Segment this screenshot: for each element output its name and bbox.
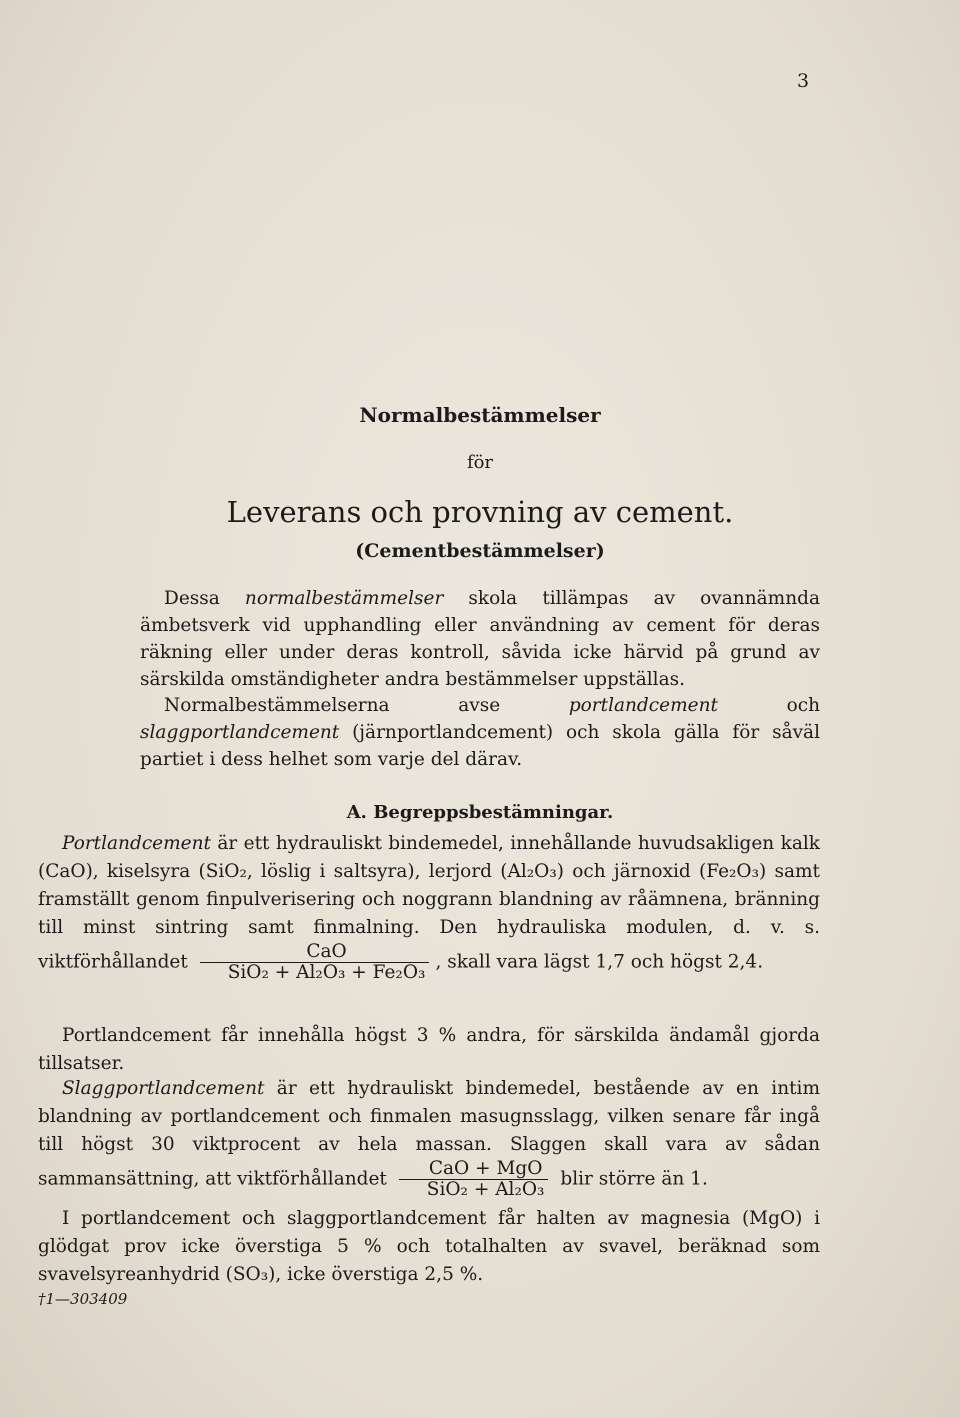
text: och xyxy=(717,695,820,716)
fraction-slag-ratio xyxy=(399,1159,549,1200)
emphasis: Slaggportlandcement xyxy=(62,1078,265,1099)
fraction-hydraulic-modulus xyxy=(200,942,430,983)
text: blir större än 1. xyxy=(554,1168,708,1190)
text: är ett hydrauliskt bindemedel, bestående av en intim blandning av portlandcement och finmalen masugnsslagg, vilken senare får ingå till högst 30 viktprocent av hela massan. Slaggen skall vara av sådan sammansättning, att viktförhållandet xyxy=(38,1078,820,1190)
section-heading-a: A. Begreppsbestämningar. xyxy=(346,802,614,823)
fraction-numerator: CaO + MgO xyxy=(399,1159,549,1180)
fraction-denominator: SiO₂ + Al₂O₃ xyxy=(426,1179,545,1200)
text: Normalbestämmelserna avse xyxy=(164,695,569,716)
definition-additives: Portlandcement får innehålla högst 3 % andra, för särskilda ändamål gjorda tillsatser. xyxy=(38,1025,820,1074)
text: Dessa xyxy=(164,588,245,609)
page-number: 3 xyxy=(797,70,810,92)
emphasis: portlandcement xyxy=(568,695,718,716)
text: (järnportlandcement) och skola gälla för såväl partiet i dess helhet som varje del därav. xyxy=(140,722,820,770)
text: , skall vara lägst 1,7 och högst 2,4. xyxy=(435,951,764,973)
emphasis: slaggportlandcement xyxy=(140,722,340,743)
for-word: för xyxy=(466,452,494,473)
definition-slaggportlandcement xyxy=(38,1075,820,1200)
intro-paragraph-1 xyxy=(140,585,820,693)
main-title: Leverans och provning av cement. xyxy=(226,495,734,529)
definition-magnesia: I portlandcement och slaggportlandcement får halten av magnesia (MgO) i glödgat prov icke överstiga 5 % och totalhalten av svavel, beräknad som svavelsyreanhydrid (SO₃), icke överstiga 2,5 %. xyxy=(38,1208,820,1285)
text: skola tillämpas av ovannämnda ämbetsverk vid upphandling eller användning av cement för deras räkning eller under deras kontroll, såvida icke härvid på grund av särskilda omständigheter andra bestämmelser uppställas. xyxy=(140,588,820,690)
definition-portlandcement xyxy=(38,830,820,983)
intro-paragraph-2 xyxy=(140,692,820,773)
emphasis: Portlandcement xyxy=(62,833,211,854)
subtitle: (Cementbestämmelser) xyxy=(355,540,605,562)
heading: Normalbestämmelser xyxy=(359,403,601,427)
fraction-denominator: SiO₂ + Al₂O₃ + Fe₂O₃ xyxy=(227,962,426,983)
fraction-numerator: CaO xyxy=(200,942,430,963)
printer-mark: †1—303409 xyxy=(38,1290,128,1308)
emphasis: normalbestämmelser xyxy=(244,588,444,609)
text: är ett hydrauliskt bindemedel, innehållande huvudsakligen kalk (CaO), kiselsyra (SiO₂, löslig i saltsyra), lerjord (Al₂O₃) och järnoxid (Fe₂O₃) samt framställt genom finpulverisering och noggrann blandning av råämnena, bränning till minst sintring samt finmalning. Den hydrauliska modulen, d. v. s. viktförhållandet xyxy=(38,833,820,973)
